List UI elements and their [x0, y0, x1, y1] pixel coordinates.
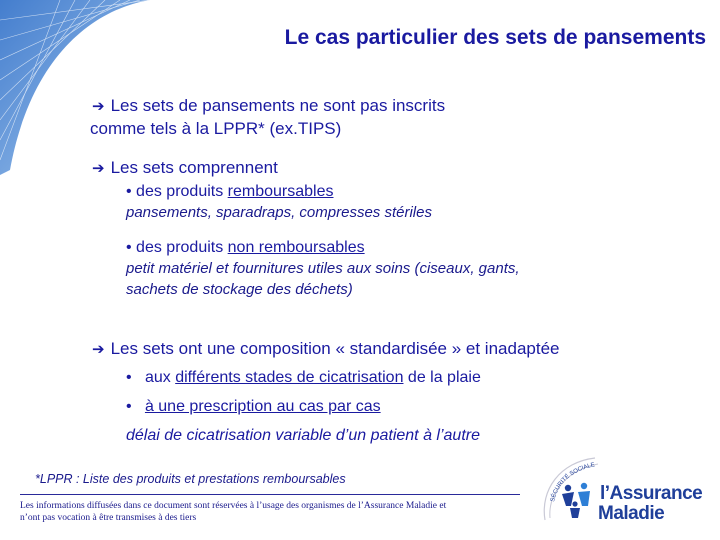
footer-line-2: n’ont pas vocation à être transmises à des tiers — [20, 513, 197, 523]
point-1 — [92, 95, 445, 140]
logo-arc-text: SÉCURITÉ SOCIALE — [550, 462, 596, 503]
bullet-1-suffix: de la plaie — [403, 369, 481, 386]
people-figures-icon — [562, 483, 590, 518]
logo-name-line-2: Maladie — [598, 503, 665, 524]
logo-name-line-1: l’Assurance — [600, 483, 703, 504]
footer-line-1: Les informations diffusées dans ce document sont réservées à l’usage des organismes de l’Assurance Maladie et — [20, 501, 447, 511]
right-arrow-icon: ➔ — [92, 160, 105, 177]
bullet-dot: • — [126, 398, 145, 415]
point-3-bullet-2 — [126, 396, 381, 417]
bullet-1-underlined: différents stades de cicatrisation — [175, 369, 404, 386]
point-3 — [92, 338, 560, 361]
point-1-line-1: Les sets de pansements ne sont pas inscrits — [110, 96, 446, 115]
point-2-intro: Les sets comprennent — [110, 158, 278, 177]
footnote: *LPPR : Liste des produits et prestations remboursables — [35, 472, 346, 486]
bullet-dot: • — [126, 369, 145, 386]
right-arrow-icon: ➔ — [92, 98, 105, 115]
item-b-detail-line-2: sachets de stockage des déchets) — [126, 281, 353, 298]
assurance-maladie-logo — [540, 450, 710, 530]
footer-divider — [20, 494, 520, 495]
point-1-line-2: comme tels à la LPPR* (ex.TIPS) — [90, 119, 342, 138]
point-2-item-b — [126, 237, 520, 300]
point-2-item-a — [126, 181, 432, 223]
page-title: Le cas particulier des sets de pansements — [284, 26, 706, 49]
item-b-underlined: non remboursables — [227, 239, 365, 256]
bullet-2-underlined: à une prescription au cas par cas — [144, 398, 381, 415]
right-arrow-icon: ➔ — [92, 341, 105, 358]
item-a-prefix: • des produits — [126, 183, 228, 200]
item-a-detail: pansements, sparadraps, compresses stériles — [126, 204, 432, 221]
point-3-intro: Les sets ont une composition « standardisée » et inadaptée — [110, 339, 560, 358]
point-2 — [92, 157, 278, 180]
bullet-1-prefix: aux — [144, 369, 176, 386]
point-3-bullet-1 — [126, 367, 481, 388]
footer-disclaimer — [20, 500, 520, 524]
item-b-prefix: • des produits — [126, 239, 228, 256]
point-3-detail: délai de cicatrisation variable d’un patient à l’autre — [126, 427, 480, 444]
item-b-detail-line-1: petit matériel et fournitures utiles aux soins (ciseaux, gants, — [126, 260, 520, 277]
item-a-underlined: remboursables — [227, 183, 334, 200]
